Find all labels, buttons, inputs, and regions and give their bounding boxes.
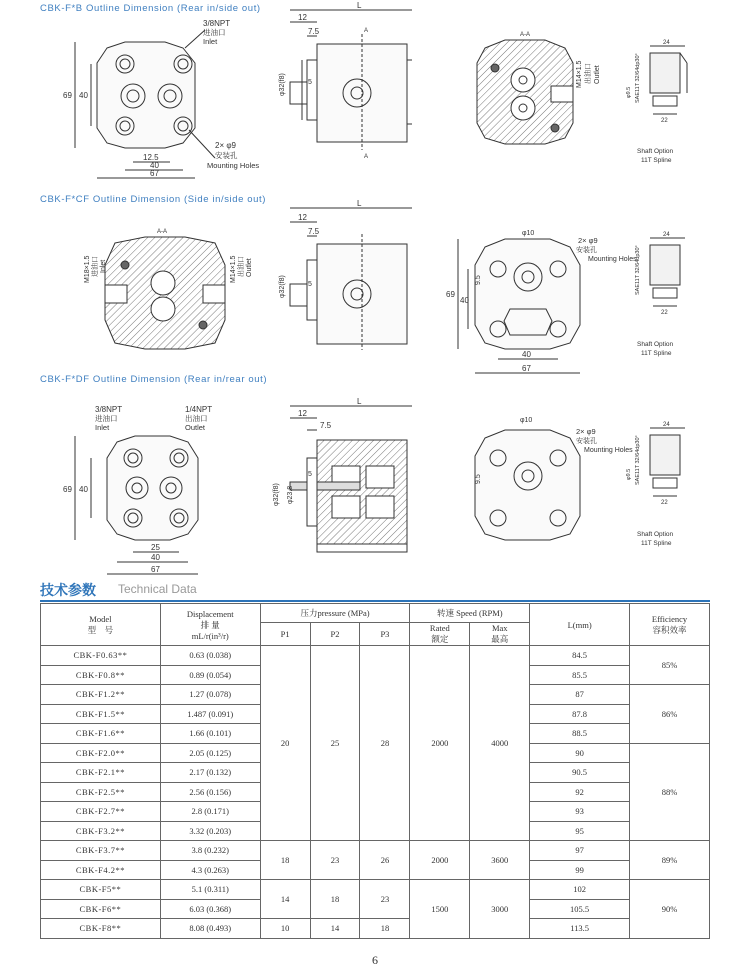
- svg-text:12: 12: [298, 213, 307, 222]
- svg-text:Shaft Option: Shaft Option: [637, 148, 674, 155]
- cell-model: CBK-F2.1**: [41, 763, 161, 783]
- svg-text:12.5: 12.5: [143, 153, 159, 162]
- cell-efficiency: 86%: [630, 685, 710, 744]
- svg-text:40: 40: [79, 485, 88, 494]
- header-rated: Rated 额定: [410, 623, 470, 646]
- svg-text:M14×1.5: M14×1.5: [230, 255, 237, 283]
- svg-text:L: L: [357, 397, 362, 406]
- drawing-df-front: [55, 400, 275, 580]
- cell-max: 3600: [470, 841, 530, 880]
- cell-displacement: 6.03 (0.368): [160, 899, 260, 919]
- cell-displacement: 5.1 (0.311): [160, 880, 260, 900]
- cell-model: CBK-F3.7**: [41, 841, 161, 861]
- cell-displacement: 1.66 (0.101): [160, 724, 260, 744]
- technical-data-heading: [40, 580, 710, 602]
- svg-text:φ23.8: φ23.8: [287, 485, 294, 504]
- svg-text:40: 40: [460, 296, 469, 305]
- cell-length: 102: [530, 880, 630, 900]
- cell-model: CBK-F2.5**: [41, 782, 161, 802]
- drawing-cf-side: [262, 198, 447, 368]
- drawing-cf-shaft: [615, 210, 705, 360]
- cell-length: 99: [530, 860, 630, 880]
- svg-text:11T Spline: 11T Spline: [641, 540, 672, 547]
- svg-text:出油口: 出油口: [585, 63, 592, 84]
- svg-text:40: 40: [150, 161, 159, 170]
- cell-model: CBK-F3.2**: [41, 821, 161, 841]
- svg-text:Inlet: Inlet: [100, 259, 107, 273]
- svg-text:A-A: A-A: [520, 32, 531, 38]
- cell-length: 113.5: [530, 919, 630, 939]
- cell-displacement: 2.17 (0.132): [160, 763, 260, 783]
- svg-text:24: 24: [663, 40, 670, 46]
- svg-text:Outlet: Outlet: [185, 423, 206, 432]
- drawing-cf-front: [440, 225, 637, 380]
- cell-efficiency: 90%: [630, 880, 710, 939]
- cell-length: 90: [530, 743, 630, 763]
- svg-text:7.5: 7.5: [308, 27, 320, 36]
- svg-text:22: 22: [661, 118, 668, 124]
- svg-text:40: 40: [151, 553, 160, 562]
- table-row: [41, 646, 710, 666]
- cell-length: 92: [530, 782, 630, 802]
- svg-text:SAE11T 32/64dp30°: SAE11T 32/64dp30°: [635, 245, 641, 295]
- cell-length: 95: [530, 821, 630, 841]
- cell-displacement: 0.63 (0.038): [160, 646, 260, 666]
- header-max: Max 最高: [470, 623, 530, 646]
- cell-model: CBK-F1.5**: [41, 704, 161, 724]
- svg-text:40: 40: [522, 350, 531, 359]
- cell-length: 87: [530, 685, 630, 705]
- cell-displacement: 3.8 (0.232): [160, 841, 260, 861]
- svg-text:进油口: 进油口: [92, 256, 99, 277]
- svg-text:69: 69: [63, 485, 72, 494]
- header-speed: 转速 Speed (RPM): [410, 604, 530, 623]
- svg-text:Inlet: Inlet: [95, 423, 110, 432]
- svg-text:25: 25: [151, 543, 160, 552]
- svg-text:2× φ9: 2× φ9: [578, 236, 598, 245]
- section-title-b: CBK-F*B Outline Dimension (Rear in/side out): [40, 3, 261, 14]
- drawing-cf-section: [75, 225, 255, 360]
- drawing-b-section: [465, 28, 605, 158]
- header-length: L(mm): [530, 604, 630, 646]
- cell-model: CBK-F2.0**: [41, 743, 161, 763]
- cell-displacement: 1.27 (0.078): [160, 685, 260, 705]
- cell-max: 4000: [470, 646, 530, 841]
- svg-text:Shaft Option: Shaft Option: [637, 531, 674, 538]
- svg-text:SAE11T 32/64dp30°: SAE11T 32/64dp30°: [635, 53, 641, 103]
- table-row: [41, 880, 710, 900]
- cell-model: CBK-F1.6**: [41, 724, 161, 744]
- cell-model: CBK-F0.63**: [41, 646, 161, 666]
- svg-text:9.5: 9.5: [475, 474, 482, 484]
- svg-text:M14×1.5: M14×1.5: [576, 60, 583, 88]
- header-pressure: 压力pressure (MPa): [260, 604, 410, 623]
- svg-text:φ9.5: φ9.5: [626, 468, 632, 480]
- svg-text:24: 24: [663, 232, 670, 238]
- cell-length: 85.5: [530, 665, 630, 685]
- cell-model: CBK-F1.2**: [41, 685, 161, 705]
- page-number: 6: [372, 953, 378, 967]
- header-p3: P3: [360, 623, 410, 646]
- svg-text:A-A: A-A: [157, 229, 168, 235]
- header-displacement: Displacement 排 量 mL/r(in³/r): [160, 604, 260, 646]
- cell-model: CBK-F6**: [41, 899, 161, 919]
- svg-text:φ10: φ10: [520, 417, 533, 424]
- cell-length: 88.5: [530, 724, 630, 744]
- svg-text:安装孔: 安装孔: [576, 247, 597, 254]
- svg-text:67: 67: [150, 169, 159, 178]
- header-efficiency: Efficiency 容积效率: [630, 604, 710, 646]
- cell-p1: 20: [260, 646, 310, 841]
- drawing-b-side: [262, 0, 447, 170]
- cell-p1: 18: [260, 841, 310, 880]
- cell-efficiency: 88%: [630, 743, 710, 841]
- svg-text:22: 22: [661, 310, 668, 316]
- svg-text:2× φ9: 2× φ9: [215, 141, 236, 150]
- svg-text:11T Spline: 11T Spline: [641, 157, 672, 164]
- cell-displacement: 1.487 (0.091): [160, 704, 260, 724]
- svg-text:φ32(f8): φ32(f8): [273, 483, 280, 506]
- svg-text:Mounting Holes: Mounting Holes: [588, 256, 637, 263]
- technical-data-table: [40, 603, 710, 939]
- table-row: [41, 919, 710, 939]
- svg-text:A: A: [364, 28, 369, 34]
- cell-rated: 2000: [410, 646, 470, 841]
- drawing-df-shaft: [615, 400, 705, 552]
- svg-text:L: L: [357, 1, 362, 10]
- svg-text:69: 69: [63, 91, 72, 100]
- section-title-df: CBK-F*DF Outline Dimension (Rear in/rear out): [40, 374, 268, 385]
- svg-text:22: 22: [661, 500, 668, 506]
- cell-displacement: 8.08 (0.493): [160, 919, 260, 939]
- svg-text:Mounting Holes: Mounting Holes: [584, 447, 633, 454]
- svg-text:安装孔: 安装孔: [576, 438, 597, 445]
- svg-text:1/4NPT: 1/4NPT: [185, 405, 213, 414]
- svg-text:24: 24: [663, 422, 670, 428]
- svg-text:40: 40: [79, 91, 88, 100]
- header-model: Model 型 号: [41, 604, 161, 646]
- svg-text:SAE11T 32/64dp30°: SAE11T 32/64dp30°: [635, 435, 641, 485]
- svg-text:3/8NPT: 3/8NPT: [95, 405, 123, 414]
- svg-text:9.5: 9.5: [475, 275, 482, 285]
- svg-text:12: 12: [298, 13, 307, 22]
- svg-text:M18×1.5: M18×1.5: [84, 255, 91, 283]
- cell-length: 84.5: [530, 646, 630, 666]
- svg-text:Mounting Holes: Mounting Holes: [207, 161, 260, 170]
- svg-text:出油口: 出油口: [238, 256, 245, 277]
- svg-text:Inlet: Inlet: [203, 37, 218, 46]
- svg-text:进油口: 进油口: [203, 28, 226, 37]
- cell-p3: 26: [360, 841, 410, 880]
- svg-text:Outlet: Outlet: [246, 258, 253, 277]
- cell-displacement: 0.89 (0.054): [160, 665, 260, 685]
- cell-length: 90.5: [530, 763, 630, 783]
- cell-p1: 14: [260, 880, 310, 919]
- cell-efficiency: 85%: [630, 646, 710, 685]
- svg-text:L: L: [357, 199, 362, 208]
- cell-p3: 23: [360, 880, 410, 919]
- svg-text:3/8NPT: 3/8NPT: [203, 19, 231, 28]
- svg-text:12: 12: [298, 409, 307, 418]
- cell-p1: 10: [260, 919, 310, 939]
- cell-model: CBK-F4.2**: [41, 860, 161, 880]
- svg-text:11T Spline: 11T Spline: [641, 350, 672, 357]
- cell-p2: 18: [310, 880, 360, 919]
- svg-text:5: 5: [308, 281, 312, 288]
- cell-displacement: 3.32 (0.203): [160, 821, 260, 841]
- svg-text:67: 67: [151, 565, 160, 574]
- svg-text:5: 5: [308, 471, 312, 478]
- section-title-cf: CBK-F*CF Outline Dimension (Side in/side out): [40, 194, 267, 205]
- svg-text:Shaft Option: Shaft Option: [637, 341, 674, 348]
- cell-rated: 1500: [410, 880, 470, 939]
- cell-length: 87.8: [530, 704, 630, 724]
- cell-p3: 28: [360, 646, 410, 841]
- cell-displacement: 2.05 (0.125): [160, 743, 260, 763]
- drawing-b-shaft: [615, 18, 705, 173]
- cell-displacement: 4.3 (0.263): [160, 860, 260, 880]
- cell-length: 105.5: [530, 899, 630, 919]
- cell-p2: 23: [310, 841, 360, 880]
- svg-text:2× φ9: 2× φ9: [576, 427, 596, 436]
- svg-text:φ9.5: φ9.5: [626, 86, 632, 98]
- cell-max: 3000: [470, 880, 530, 939]
- svg-text:7.5: 7.5: [320, 421, 332, 430]
- svg-text:安装孔: 安装孔: [215, 151, 238, 160]
- svg-text:7.5: 7.5: [308, 227, 320, 236]
- cell-p2: 25: [310, 646, 360, 841]
- heading-cn: 技术参数: [40, 583, 96, 599]
- drawing-b-front: [55, 18, 275, 188]
- cell-p2: 14: [310, 919, 360, 939]
- svg-text:φ32(f8): φ32(f8): [279, 73, 286, 96]
- svg-text:5: 5: [308, 79, 312, 86]
- svg-text:出油口: 出油口: [185, 414, 208, 423]
- header-p1: P1: [260, 623, 310, 646]
- svg-text:φ10: φ10: [522, 230, 535, 237]
- drawing-df-section: [262, 396, 447, 571]
- cell-efficiency: 89%: [630, 841, 710, 880]
- header-p2: P2: [310, 623, 360, 646]
- cell-p3: 18: [360, 919, 410, 939]
- cell-length: 97: [530, 841, 630, 861]
- cell-displacement: 2.56 (0.156): [160, 782, 260, 802]
- cell-rated: 2000: [410, 841, 470, 880]
- table-row: [41, 841, 710, 861]
- cell-length: 93: [530, 802, 630, 822]
- svg-text:进油口: 进油口: [95, 414, 118, 423]
- cell-displacement: 2.8 (0.171): [160, 802, 260, 822]
- svg-text:Outlet: Outlet: [594, 65, 601, 84]
- heading-en: Technical Data: [118, 582, 197, 596]
- svg-text:67: 67: [522, 364, 531, 373]
- svg-text:A: A: [364, 154, 369, 160]
- cell-model: CBK-F0.8**: [41, 665, 161, 685]
- cell-model: CBK-F8**: [41, 919, 161, 939]
- cell-model: CBK-F5**: [41, 880, 161, 900]
- svg-text:69: 69: [446, 290, 455, 299]
- svg-text:φ32(f8): φ32(f8): [279, 275, 286, 298]
- cell-model: CBK-F2.7**: [41, 802, 161, 822]
